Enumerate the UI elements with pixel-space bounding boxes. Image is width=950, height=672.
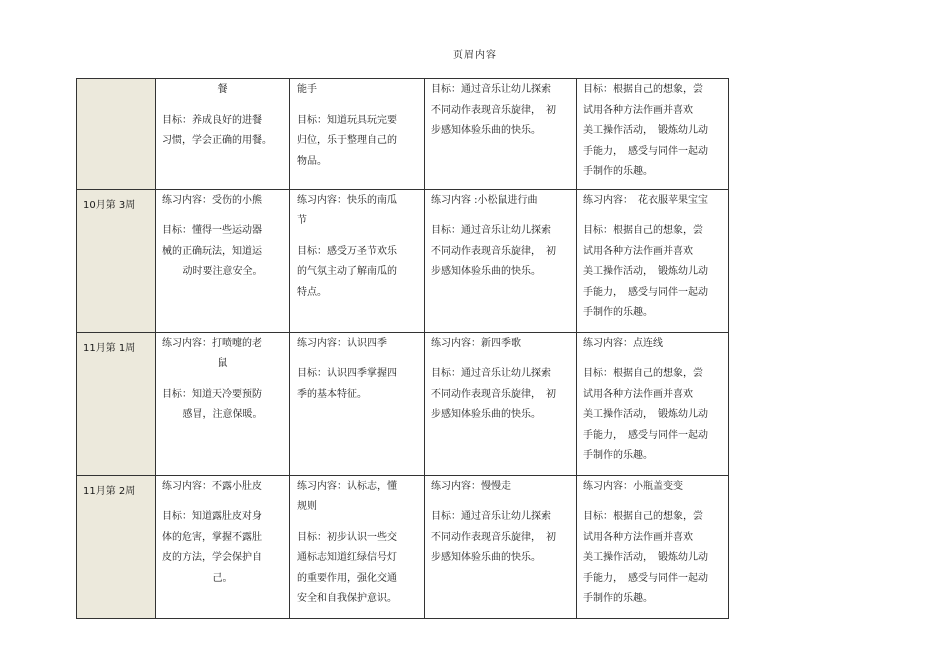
health-activity-cell <box>156 332 290 475</box>
week-cell: 11月第 2周 <box>77 475 156 618</box>
activity-goal: 目标：知道天冷要预防 <box>162 388 262 400</box>
activity-goal: 目标：根据自己的想象，尝 <box>583 511 703 522</box>
activity-goal: 手能力， 感受与同伴一起动 <box>583 572 708 584</box>
activity-goal: 美工操作活动， 锻炼幼儿动 <box>583 409 708 420</box>
activity-goal: 皮的方法，学会保护自 <box>162 552 262 563</box>
activity-goal: 物品。 <box>297 155 327 167</box>
activity-goal: 目标：根据自己的想象，尝 <box>583 368 703 379</box>
activity-goal: 目标：根据自己的想象，尝 <box>583 84 703 95</box>
activity-title: 能手 <box>297 84 317 95</box>
activity-goal: 己。 <box>212 572 233 584</box>
week-cell: 10月第 3周 <box>77 189 156 332</box>
activity-title: 练习内容：受伤的小熊 <box>162 194 262 206</box>
activity-goal: 的气氛主动了解南瓜的 <box>297 266 397 277</box>
activity-goal: 目标：懂得一些运动器 <box>162 225 262 236</box>
activity-goal: 体的危害，掌握不露肚 <box>162 531 262 543</box>
activity-goal: 试用各种方法作画并喜欢 <box>583 531 693 543</box>
activity-goal: 特点。 <box>297 286 327 298</box>
activity-goal: 感冒，注意保暖。 <box>182 409 263 420</box>
activity-goal: 手制作的乐趣。 <box>583 307 653 318</box>
activity-title: 练习内容 :小松鼠进行曲 <box>431 194 538 206</box>
activity-goal: 目标：通过音乐让幼儿探索 <box>431 225 551 236</box>
art-activity-cell <box>577 79 729 190</box>
activity-title: 练习内容：点连线 <box>583 337 663 349</box>
activity-goal: 归位，乐于整理自己的 <box>297 135 397 146</box>
activity-goal: 通标志知道红绿信号灯 <box>297 552 397 563</box>
activity-goal: 手制作的乐趣。 <box>583 450 653 461</box>
table-row <box>77 332 729 475</box>
page-header: 页眉内容 <box>453 50 497 61</box>
activity-title: 节 <box>297 215 307 226</box>
health-activity-cell <box>156 475 290 618</box>
activity-goal: 试用各种方法作画并喜欢 <box>583 104 693 116</box>
music-activity-cell <box>425 189 577 332</box>
activity-goal: 目标：知道玩具玩完要 <box>297 114 397 126</box>
activity-goal: 美工操作活动， 锻炼幼儿动 <box>583 552 708 563</box>
activity-goal: 习惯，学会正确的用餐。 <box>162 135 272 146</box>
activity-title: 练习内容：认标志，懂 <box>297 480 397 492</box>
art-activity-cell <box>577 475 729 618</box>
activity-goal: 手制作的乐趣。 <box>583 166 653 177</box>
activity-goal: 目标：知道露肚皮对身 <box>162 511 262 522</box>
activity-title: 练习内容：新四季歌 <box>431 337 521 349</box>
social-activity-cell <box>290 79 425 190</box>
activity-goal: 不同动作表现音乐旋律， 初 <box>431 388 556 400</box>
week-cell <box>77 79 156 190</box>
table-row <box>77 79 729 190</box>
music-activity-cell <box>425 79 577 190</box>
activity-title: 练习内容：不露小肚皮 <box>162 480 262 492</box>
activity-goal: 目标：认识四季掌握四 <box>297 368 397 379</box>
activity-goal: 安全和自我保护意识。 <box>297 593 397 604</box>
social-activity-cell <box>290 332 425 475</box>
activity-goal: 目标：初步认识一些交 <box>297 531 397 543</box>
activity-goal: 不同动作表现音乐旋律， 初 <box>431 531 556 543</box>
activity-title: 练习内容：打喷嚏的老 <box>162 337 262 349</box>
activity-title: 练习内容： 花衣服苹果宝宝 <box>583 194 708 206</box>
health-activity-cell <box>156 189 290 332</box>
activity-title: 练习内容：快乐的南瓜 <box>297 194 397 206</box>
activity-goal: 季的基本特征。 <box>297 388 367 400</box>
activity-goal: 步感知体验乐曲的快乐。 <box>431 409 541 420</box>
activity-goal: 手能力， 感受与同伴一起动 <box>583 429 708 441</box>
activity-title: 餐 <box>217 84 228 95</box>
activity-goal: 械的正确玩法，知道运 <box>162 245 262 257</box>
activity-title: 练习内容：慢慢走 <box>431 480 511 492</box>
activity-goal: 美工操作活动， 锻炼幼儿动 <box>583 266 708 277</box>
art-activity-cell <box>577 189 729 332</box>
activity-title: 鼠 <box>217 358 228 369</box>
activity-goal: 试用各种方法作画并喜欢 <box>583 388 693 400</box>
activity-goal: 手能力， 感受与同伴一起动 <box>583 286 708 298</box>
activity-goal: 目标：根据自己的想象，尝 <box>583 225 703 236</box>
music-activity-cell <box>425 475 577 618</box>
activity-goal: 不同动作表现音乐旋律， 初 <box>431 245 556 257</box>
activity-goal: 试用各种方法作画并喜欢 <box>583 245 693 257</box>
activity-goal: 目标：通过音乐让幼儿探索 <box>431 511 551 522</box>
activity-goal: 目标：养成良好的进餐 <box>162 114 262 126</box>
activity-title: 规则 <box>297 501 317 512</box>
activity-goal: 目标：通过音乐让幼儿探索 <box>431 368 551 379</box>
activity-goal: 步感知体验乐曲的快乐。 <box>431 552 541 563</box>
activity-goal: 目标：通过音乐让幼儿探索 <box>431 84 551 95</box>
activity-goal: 步感知体验乐曲的快乐。 <box>431 125 541 136</box>
activity-title: 练习内容：小瓶盖变变 <box>583 480 683 492</box>
social-activity-cell <box>290 475 425 618</box>
social-activity-cell <box>290 189 425 332</box>
activity-title: 练习内容：认识四季 <box>297 337 387 349</box>
weekly-plan-table <box>76 78 729 619</box>
health-activity-cell <box>156 79 290 190</box>
activity-goal: 的重要作用，强化交通 <box>297 572 397 584</box>
activity-goal: 手制作的乐趣。 <box>583 593 653 604</box>
activity-goal: 不同动作表现音乐旋律， 初 <box>431 104 556 116</box>
week-cell: 11月第 1周 <box>77 332 156 475</box>
table-row <box>77 475 729 618</box>
music-activity-cell <box>425 332 577 475</box>
activity-goal: 步感知体验乐曲的快乐。 <box>431 266 541 277</box>
activity-goal: 目标：感受万圣节欢乐 <box>297 245 397 257</box>
activity-goal: 美工操作活动， 锻炼幼儿动 <box>583 125 708 136</box>
activity-goal: 动时要注意安全。 <box>182 266 263 277</box>
art-activity-cell <box>577 332 729 475</box>
activity-goal: 手能力， 感受与同伴一起动 <box>583 145 708 157</box>
table-row <box>77 189 729 332</box>
